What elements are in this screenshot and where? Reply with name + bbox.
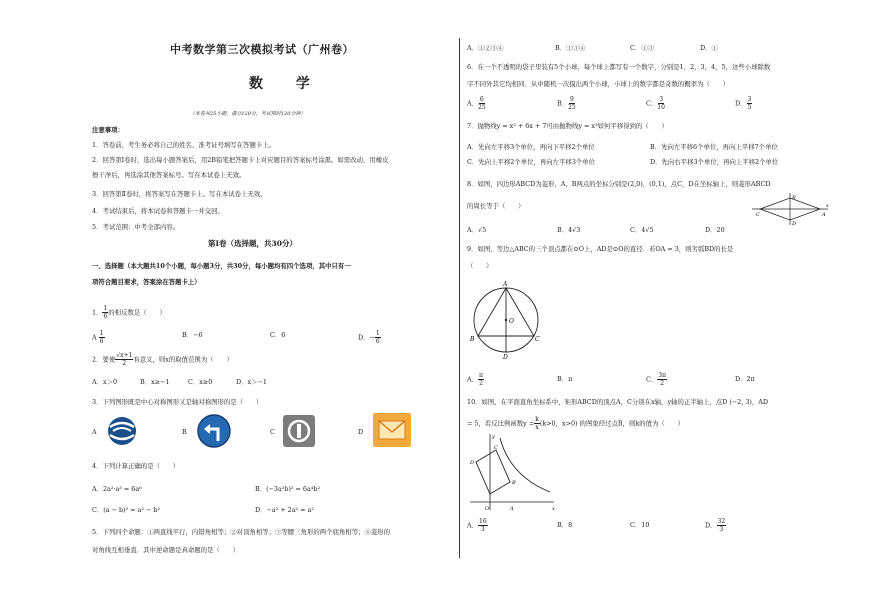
q10-stem: 10．如图，在平面直角坐标系中，矩形ABCD的顶点A，C分别在x轴，y轴的正半轴上，点D (−2, 3)，AD xyxy=(467,398,769,406)
circle-triangle-figure xyxy=(466,278,546,360)
svg-text:B: B xyxy=(512,480,516,486)
column-divider xyxy=(459,38,460,558)
traffic-turn-sign-icon xyxy=(196,413,232,449)
q1-option-d[interactable]: D．− $\frac{1}{6}$ xyxy=(358,330,380,345)
svg-text:y: y xyxy=(492,434,495,440)
svg-text:B: B xyxy=(470,336,475,343)
q4-option-a[interactable]: A．2a²·a³ = 6a⁶ xyxy=(92,485,142,493)
svg-text:C: C xyxy=(756,212,760,218)
q9-stem-cont: （ ） xyxy=(467,262,493,270)
notice-item: 1．答卷前，考生务必将自己的姓名、准考证号填写在答题卡上。 xyxy=(92,141,276,149)
q3-option-d[interactable]: D xyxy=(358,428,364,436)
svg-text:A: A xyxy=(503,281,508,288)
fig-label: A xyxy=(822,212,826,218)
q2-option-a[interactable]: A．x＞0 xyxy=(92,378,118,386)
svg-text:D: D xyxy=(503,354,508,360)
q10-option-d[interactable]: D． $\frac{32}{3}$ xyxy=(705,518,726,533)
svg-text:O: O xyxy=(509,318,514,325)
q8-option-d[interactable]: D．20 xyxy=(705,226,725,234)
q8-option-b[interactable]: B．4√3 xyxy=(557,226,581,234)
notice-item: 擦干净后，再选涂其他答案标号。写在本试卷上无效。 xyxy=(92,171,246,179)
q1-option-a[interactable]: A $\frac{1}{6}$ xyxy=(92,330,104,345)
q6-option-a[interactable]: A． $\frac{6}{25}$ xyxy=(467,96,486,111)
rectangle-hyperbola-figure xyxy=(466,432,558,514)
q5-stem-cont: 对角线互相垂直．其中逆命题是真命题的是（ ） xyxy=(92,546,239,554)
q9-stem: 9．如图，等边△ABC的三个顶点都在⊙O上，AD是⊙O的直径．若OA = 3，则劣弧BD的长是 xyxy=(467,245,734,253)
q7-stem: 7．抛物线y = x² + 6x + 7可由抛物线y = x²如何平移得到的（ ） xyxy=(467,122,668,130)
svg-text:D: D xyxy=(470,460,475,466)
q10-option-b[interactable]: B．8 xyxy=(557,521,573,529)
q5-option-b[interactable]: B．①③④ xyxy=(555,44,586,52)
q5-option-c[interactable]: C．①③ xyxy=(630,44,655,52)
q9-option-d[interactable]: D．2π xyxy=(735,375,755,383)
q1-option-c[interactable]: C．6 xyxy=(270,331,286,339)
q4-option-d[interactable]: D．−a² + 2a² = a² xyxy=(255,506,314,514)
rhombus-figure xyxy=(750,192,830,226)
q3-option-b[interactable]: B xyxy=(182,428,187,436)
notice-item: 2．回答第Ⅰ卷时，选出每小题答案后，用2B铅笔把答题卡上对应题目的答案标号涂黑。如需改动，用橡皮 xyxy=(92,156,389,164)
q1-stem: 1． $\frac{1}{6}$ 的相反数是（ ） xyxy=(92,305,166,320)
q10-option-c[interactable]: C．10 xyxy=(630,521,650,529)
q8-option-c[interactable]: C．4√5 xyxy=(630,226,654,234)
q7-option-c[interactable]: C．先向上平移2个单位，再向左平移3个单位 xyxy=(467,158,596,166)
q2-option-b[interactable]: B．x≥−1 xyxy=(140,378,170,386)
notice-heading: 注意事项： xyxy=(92,126,124,134)
svg-text:B: B xyxy=(792,195,796,201)
notice-item: 3．回答第Ⅱ卷时，将答案写在答题卡上。写在本试卷上无效。 xyxy=(92,190,267,198)
mail-envelope-icon xyxy=(372,412,412,448)
notice-item: 4．考试结束后，将本试卷和答题卡一并交回。 xyxy=(92,207,224,215)
q2-option-d[interactable]: D．x＞−1 xyxy=(236,378,267,386)
q6-stem: 6．在一个不透明的袋子里装有5个小球，每个球上都写有一个数字，分别是1，2，3，4，5，这些小球除数 xyxy=(467,63,771,71)
q6-stem-cont: 字不同外其它均相同．从中随机一次摸出两个小球，小球上的数字都是奇数的概率为（ ） xyxy=(467,80,730,88)
svg-text:A: A xyxy=(510,506,514,512)
q8-option-a[interactable]: A．√5 xyxy=(467,226,487,234)
svg-text:C: C xyxy=(535,336,540,343)
q1-option-b[interactable]: B．−6 xyxy=(182,331,203,339)
q4-option-c[interactable]: C．(a − b)² = a² − b² xyxy=(92,506,161,514)
q6-option-c[interactable]: C． $\frac{3}{10}$ xyxy=(646,96,665,111)
svg-text:O: O xyxy=(485,506,490,512)
exam-title: 中考数学第三次模拟考试（广州卷） xyxy=(170,43,354,56)
part1-title: 第Ⅰ卷（选择题，共30分） xyxy=(208,239,297,248)
q7-option-b[interactable]: B．先向左平移6个单位，再向上平移7个单位 xyxy=(650,143,778,151)
notice-item: 5．考试范围：中考全部内容。 xyxy=(92,223,180,231)
q9-option-a[interactable]: A． $\frac{\pi}{2}$ xyxy=(467,372,483,387)
q2-option-c[interactable]: C．x≥0 xyxy=(188,378,213,386)
section-heading-cont: 项符合题目要求，答案涂在答题卡上） xyxy=(92,278,201,286)
q4-option-b[interactable]: B．(−3a²b)² = 6a⁴b² xyxy=(255,485,321,493)
q3-option-c[interactable]: C xyxy=(270,428,275,436)
q10-stem-cont: = 5，若反比例函数y = $\frac{k}{x}$ (k>0，x>0) 的图象经过点B，则k的值为（ ） xyxy=(467,416,684,431)
q5-stem: 5．下列四个命题：①两直线平行，内错角相等；②对顶角相等；③等腰三角形的两个底角相等；④菱形的 xyxy=(92,528,391,536)
q5-option-a[interactable]: A．①②③④ xyxy=(467,44,504,52)
q6-option-d[interactable]: D． $\frac{3}{5}$ xyxy=(735,96,752,111)
q3-option-a[interactable]: A xyxy=(92,428,97,436)
q5-option-d[interactable]: D．① xyxy=(700,44,718,52)
q10-option-a[interactable]: A． $\frac{16}{3}$ xyxy=(467,518,487,533)
q7-option-d[interactable]: D．先向右平移3个单位，再向上平移2个单位 xyxy=(650,158,779,166)
power-button-icon xyxy=(282,414,316,448)
svg-text:x: x xyxy=(826,203,829,209)
q3-stem: 3．下列图形既是中心对称图形又是轴对称图形的是（ ） xyxy=(92,398,263,406)
exam-note: （本卷共25小题，满分120分，考试用时120分钟） xyxy=(190,111,306,117)
svg-text:C: C xyxy=(494,445,498,451)
q2-stem: 2．要使 $\frac{√x+1}{2}$ 有意义，则x的取值范围为（ ） xyxy=(92,352,233,367)
q9-option-b[interactable]: B．π xyxy=(557,375,573,383)
q7-option-a[interactable]: A．先向左平移3个单位，再向下平移2个单位 xyxy=(467,143,595,151)
q6-option-b[interactable]: B． $\frac{9}{25}$ xyxy=(557,96,576,111)
subject-title: 数 学 xyxy=(249,76,324,92)
section-heading: 一、选择题（本大题共10个小题，每小题3分，共30分，每小题均有四个选项，其中只有一 xyxy=(92,262,351,270)
svg-text:D: D xyxy=(792,221,797,226)
svg-text:x: x xyxy=(552,506,555,512)
q8-stem: 8．如图，四边形ABCD为菱形，A，B两点的坐标分别是(2,0)，(0,1)，点C，D在坐标轴上，则菱形ABCD xyxy=(467,180,771,188)
china-mobile-logo-icon xyxy=(105,415,139,447)
q4-stem: 4．下列计算正确的是（ ） xyxy=(92,462,180,470)
q9-option-c[interactable]: C． $\frac{3\pi}{2}$ xyxy=(646,372,667,387)
q8-stem-cont: 的周长等于（ ） xyxy=(467,202,525,210)
